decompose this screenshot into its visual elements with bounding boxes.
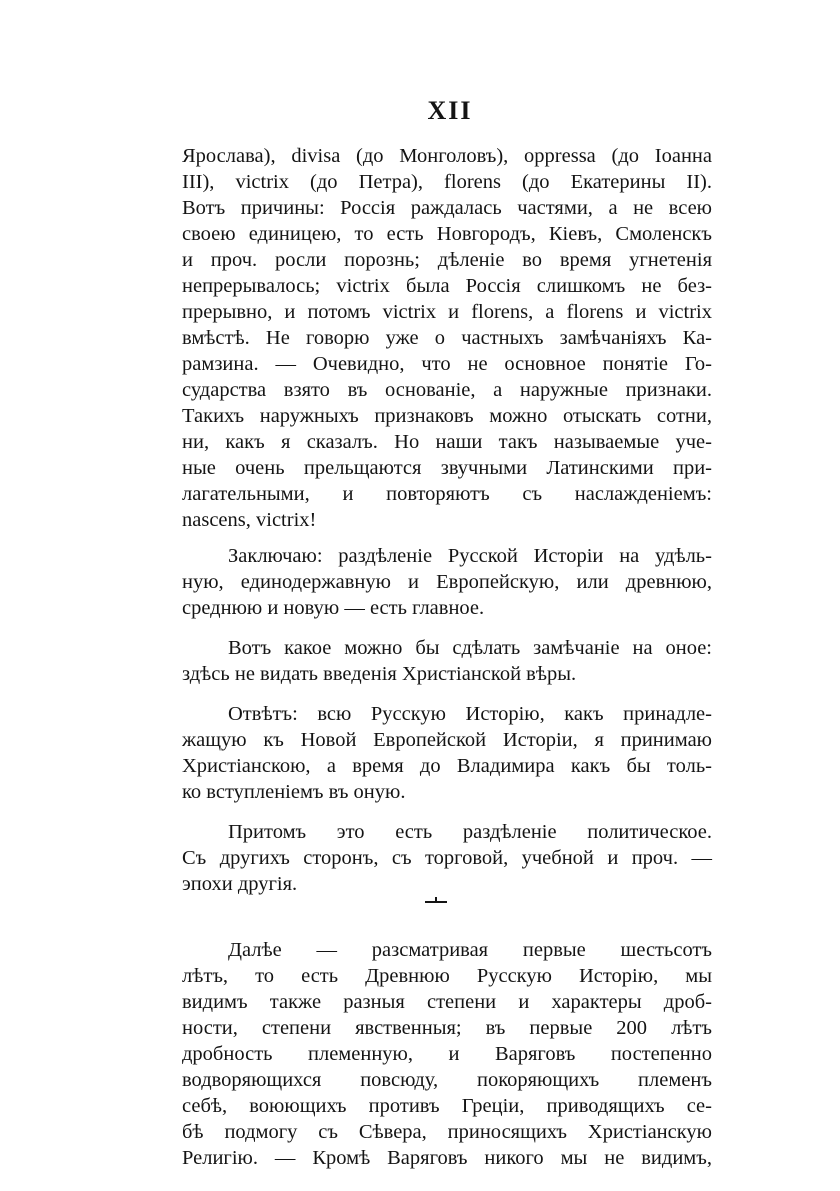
text-line: непрерывалось; victrix была Россія слишкомъ не без-	[182, 275, 712, 297]
text-line: здѣсь не видать введенія Христіанской вѣры.	[182, 663, 577, 685]
text-line: ности, степени явственныя; въ первые 200 лѣтъ	[182, 1017, 712, 1039]
text-line: III), victrix (до Петра), florens (до Екатерины II).	[182, 171, 712, 193]
text-line: Такихъ наружныхъ признаковъ можно отыскать сотни,	[182, 405, 712, 427]
text-line: и проч. росли порознь; дѣленіе во время угнетенія	[182, 249, 712, 271]
text-line: бѣ подмогу съ Сѣвера, приносящихъ Христіанскую	[182, 1121, 712, 1143]
text-line: лѣтъ, то есть Древнюю Русскую Исторію, мы	[182, 965, 712, 987]
page-text	[182, 143, 712, 1171]
text-line: ные очень прельщаются звучными Латинскими при-	[182, 457, 712, 479]
text-line: видимъ также разныя степени и характеры дроб-	[182, 991, 712, 1013]
paragraph	[182, 701, 712, 805]
paragraph	[182, 819, 712, 897]
text-line: среднюю и новую — есть главное.	[182, 597, 485, 619]
text-line: ко вступленіемъ въ оную.	[182, 781, 406, 803]
paragraph	[182, 143, 712, 533]
text-line: жащую къ Новой Европейской Исторіи, я принимаю	[182, 729, 712, 751]
text-line: Заключаю: раздѣленіе Русской Исторіи на удѣль-	[228, 545, 712, 567]
text-line: эпохи другія.	[182, 873, 298, 895]
text-line: Религію. — Кромѣ Варяговъ никого мы не видимъ,	[182, 1147, 712, 1169]
text-line: Съ другихъ сторонъ, съ торговой, учебной и проч. —	[182, 847, 712, 869]
text-line: Притомъ это есть раздѣленіе политическое.	[228, 821, 712, 843]
text-line: водворяющихся повсюду, покоряющихъ племенъ	[182, 1069, 712, 1091]
section-divider	[182, 897, 712, 937]
text-line: Далѣе — разсматривая первые шестьсотъ	[228, 939, 712, 961]
text-line: рамзина. — Очевидно, что не основное понятіе Го-	[182, 353, 712, 375]
text-line: себѣ, воюющихъ противъ Греціи, приводящихъ се-	[182, 1095, 712, 1117]
page-number: XII	[427, 96, 473, 125]
text-line: дробность племенную, и Варяговъ постепенно	[182, 1043, 712, 1065]
text-line: своею единицею, то есть Новгородъ, Кіевъ, Смоленскъ	[182, 223, 712, 245]
text-line: лагательными, и повторяютъ съ наслажденіемъ:	[182, 483, 712, 505]
text-line: nascens, victrix!	[182, 509, 317, 531]
text-line: Ярослава), divisa (до Монголовъ), oppressa (до Іоанна	[182, 145, 712, 167]
text-line: ни, какъ я сказалъ. Но наши такъ называемые уче-	[182, 431, 712, 453]
text-line: Христіанскою, а время до Владимира какъ бы толь-	[182, 755, 712, 777]
paragraph	[182, 937, 712, 1171]
text-line: Отвѣтъ: всю Русскую Исторію, какъ принадле-	[228, 703, 712, 725]
text-line: Вотъ какое можно бы сдѣлать замѣчаніе на оное:	[228, 637, 712, 659]
text-line: ную, единодержавную и Европейскую, или древнюю,	[182, 571, 712, 593]
text-line: Вотъ причины: Россія раждалась частями, а не всею	[182, 197, 712, 219]
text-line: сударства взято въ основаніе, а наружные признаки.	[182, 379, 712, 401]
paragraph	[182, 543, 712, 621]
text-line: прерывно, и потомъ victrix и florens, а florens и victrix	[182, 301, 712, 323]
text-line: вмѣстѣ. Не говорю уже о частныхъ замѣчаніяхъ Ка-	[182, 327, 712, 349]
divider-mark	[425, 901, 447, 903]
paragraph	[182, 635, 712, 687]
